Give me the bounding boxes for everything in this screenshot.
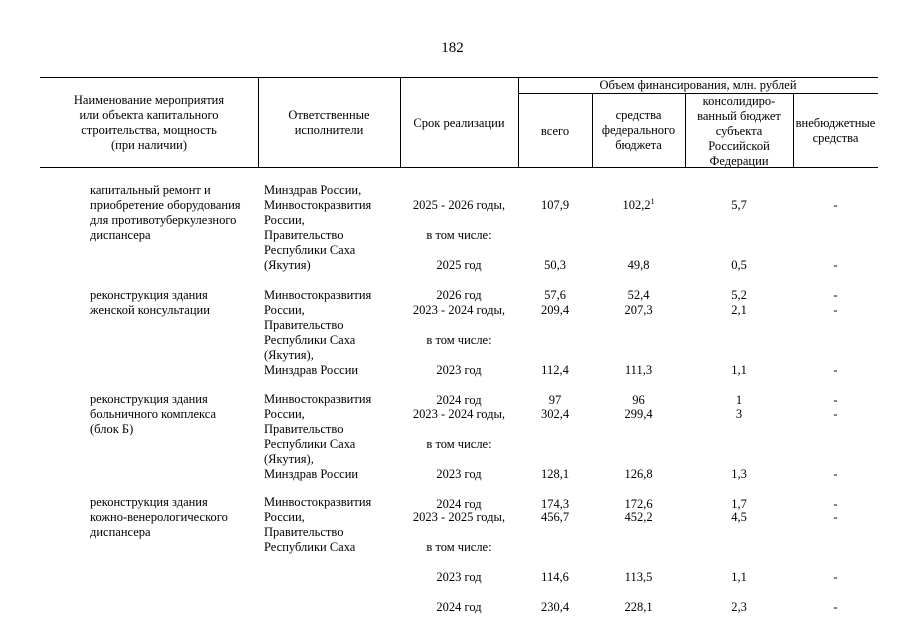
value: 113,5	[624, 570, 653, 584]
period-line: 2023 год	[436, 570, 482, 584]
value: 172,6	[624, 497, 653, 511]
value: 299,4	[624, 407, 653, 421]
value: 4,5	[731, 510, 747, 524]
value: 5,2	[731, 288, 747, 302]
value: 209,4	[540, 303, 570, 317]
value: 1	[735, 393, 743, 407]
row-4-total	[518, 495, 592, 630]
header-period: Срок реализации	[413, 116, 505, 130]
value	[592, 228, 685, 243]
value	[518, 437, 592, 452]
value	[793, 333, 878, 348]
value	[685, 333, 793, 348]
value: -	[833, 393, 838, 407]
header-funding: Объем финансирования, млн. рублей	[599, 78, 797, 92]
value: 114,6	[541, 570, 569, 584]
value: -	[833, 288, 838, 302]
value: 1,1	[731, 570, 747, 584]
value: 97	[548, 393, 562, 407]
value: -	[833, 303, 838, 317]
value: 102,2	[622, 198, 651, 212]
row-1-responsible: Минздрав России, Минвостокразвития России, Правительство Республики Саха (Якутия)	[264, 183, 372, 272]
value: 207,3	[624, 303, 653, 317]
value: 2,3	[731, 600, 747, 614]
row-3-name: реконструкция здания больничного комплекса (блок Б)	[90, 392, 217, 436]
value: -	[833, 497, 838, 511]
value: 174,3	[540, 497, 570, 511]
header-federal: средства федерального бюджета	[601, 108, 676, 152]
value	[793, 540, 878, 555]
value: 57,6	[544, 288, 566, 302]
period-line: в том числе:	[426, 228, 492, 242]
value: 456,7	[540, 510, 570, 524]
period-line: 2025 - 2026 годы,	[412, 198, 506, 212]
row-4-consolidated	[685, 495, 793, 630]
value	[518, 333, 592, 348]
value: -	[833, 363, 838, 377]
period-line: 2025 год	[436, 258, 482, 272]
value: -	[833, 600, 838, 614]
value: 1,7	[731, 497, 747, 511]
period-line: 2024 год	[436, 497, 482, 511]
value: 230,4	[540, 600, 570, 614]
header-extrabudgetary: внебюджетные средства	[795, 116, 876, 145]
value: -	[833, 407, 838, 421]
value	[518, 540, 592, 555]
value: 452,2	[624, 510, 653, 524]
row-4-federal	[592, 495, 685, 630]
value: 2,1	[731, 303, 747, 317]
value: 96	[632, 393, 645, 407]
value	[592, 540, 685, 555]
row-4-name: реконструкция здания кожно-венерологического диспансера	[90, 495, 228, 539]
value	[685, 540, 793, 555]
value: 1,3	[731, 467, 747, 481]
value	[685, 437, 793, 452]
value: -	[833, 198, 838, 212]
header-name: Наименование мероприятия или объекта капитального строительства, мощность (при наличии)	[73, 93, 225, 152]
value: 0,5	[731, 258, 747, 272]
value: 126,8	[624, 467, 653, 481]
value: 302,4	[540, 407, 570, 421]
value: 228,1	[624, 600, 653, 614]
value: 50,3	[544, 258, 566, 272]
row-4-period	[400, 495, 518, 630]
value: 111,3	[624, 363, 653, 377]
value: 3	[735, 407, 743, 421]
footnote-marker: 1	[650, 197, 655, 206]
value: 128,1	[540, 467, 570, 481]
period-line: 2023 год	[436, 467, 482, 481]
period-line: 2024 год	[436, 600, 482, 614]
period-line: 2024 год	[436, 393, 482, 407]
period-line: 2026 год	[436, 288, 482, 302]
row-2-name: реконструкция здания женской консультации	[90, 288, 210, 317]
period-line: 2023 - 2024 годы,	[412, 407, 506, 421]
value: 49,8	[627, 258, 650, 272]
row-1-name: капитальный ремонт и приобретение оборудования для противотуберкулезного диспансера	[90, 183, 241, 242]
value: 107,9	[540, 198, 570, 212]
row-4-responsible: Минвостокразвития России, Правительство Республики Саха	[264, 495, 372, 554]
period-line: 2023 - 2024 годы,	[412, 303, 506, 317]
value	[518, 228, 592, 243]
header-consolidated: консолидиро- ванный бюджет субъекта Российской Федерации	[697, 94, 781, 168]
value	[793, 437, 878, 452]
period-line: в том числе:	[426, 437, 492, 451]
value: -	[833, 258, 838, 272]
header-responsible: Ответственные исполнители	[288, 108, 370, 137]
page-number: 182	[441, 40, 464, 56]
header-total: всего	[540, 124, 570, 138]
value: 5,7	[731, 198, 747, 212]
period-line: в том числе:	[426, 333, 492, 347]
row-2-responsible: Минвостокразвития России, Правительство Республики Саха (Якутия), Минздрав России	[264, 288, 372, 377]
value: -	[833, 467, 838, 481]
value: -	[833, 570, 838, 584]
period-line: в том числе:	[426, 540, 492, 554]
value: 1,1	[731, 363, 747, 377]
row-4-extra	[793, 495, 878, 630]
period-line: 2023 год	[436, 363, 482, 377]
value	[592, 437, 685, 452]
value	[793, 228, 878, 243]
period-line: 2023 - 2025 годы,	[412, 510, 506, 524]
value: -	[833, 510, 838, 524]
value	[685, 228, 793, 243]
row-3-responsible: Минвостокразвития России, Правительство Республики Саха (Якутия), Минздрав России	[264, 392, 372, 481]
value	[592, 333, 685, 348]
value: 52,4	[627, 288, 650, 302]
value: 112,4	[541, 363, 569, 377]
